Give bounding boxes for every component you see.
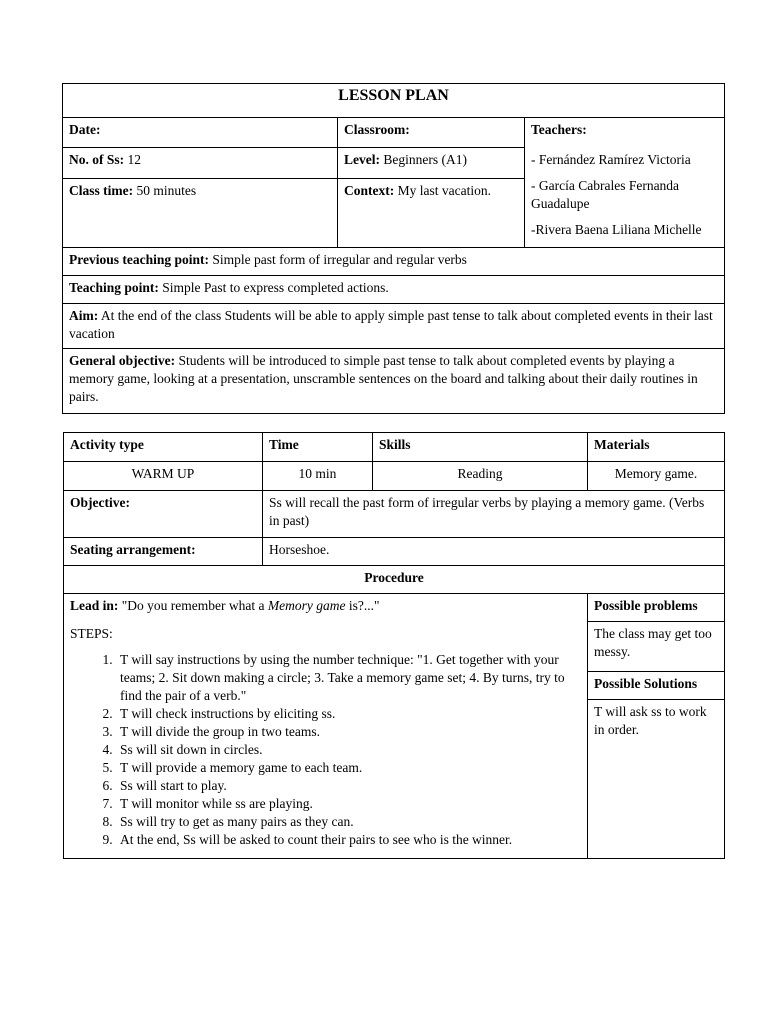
lead-in-italic: Memory game xyxy=(267,598,346,613)
teachers-label: Teachers: xyxy=(531,122,587,137)
objective-label-cell xyxy=(64,491,263,538)
page-title: LESSON PLAN xyxy=(63,84,725,118)
teacher-name: - García Cabrales Fernanda Guadalupe xyxy=(531,178,680,211)
possible-problems-header: Possible problems xyxy=(588,594,724,622)
teachers-cell xyxy=(525,118,725,248)
time-value: 10 min xyxy=(263,462,373,491)
prev-point-label: Previous teaching point: xyxy=(69,252,210,267)
num-ss-cell xyxy=(63,148,338,178)
teacher-name: - Fernández Ramírez Victoria xyxy=(531,152,691,167)
aim xyxy=(63,304,725,349)
procedure-heading: Procedure xyxy=(64,566,725,594)
lead-in-label: Lead in: xyxy=(70,598,119,613)
steps-column xyxy=(64,594,587,858)
teaching-point-label: Teaching point: xyxy=(69,280,159,295)
level-label: Level: xyxy=(344,152,380,168)
activity-type-value: WARM UP xyxy=(64,462,263,491)
list-item: 5. T will provide a memory game to each team. xyxy=(116,759,581,777)
procedure-content xyxy=(64,594,725,859)
prev-point-value: Simple past form of irregular and regular verbs xyxy=(212,252,467,267)
class-time-value: 50 minutes xyxy=(136,182,197,198)
date-label: Date: xyxy=(69,122,101,137)
classroom-label: Classroom: xyxy=(344,122,410,137)
list-item: 6. Ss will start to play. xyxy=(116,777,581,795)
possible-problems-value: The class may get too messy. xyxy=(588,622,724,672)
skills-header: Skills xyxy=(373,433,588,462)
possible-solutions-value: T will ask ss to work in order. xyxy=(594,704,707,737)
list-item: 2. T will check instructions by eliciting ss. xyxy=(116,705,581,723)
teaching-point xyxy=(63,276,725,304)
aim-value: At the end of the class Students will be able to apply simple past tense to talk about completed events in their last vacation xyxy=(69,308,713,341)
seating-label: Seating arrangement: xyxy=(70,542,196,557)
num-ss-label: No. of Ss: xyxy=(69,152,125,168)
problems-solutions-column xyxy=(587,594,724,858)
possible-solutions-header: Possible Solutions xyxy=(588,672,724,700)
date-cell xyxy=(63,118,338,148)
list-item: 9. At the end, Ss will be asked to count their pairs to see who is the winner. xyxy=(116,831,581,849)
teacher-name: -Rivera Baena Liliana Michelle xyxy=(531,222,702,237)
objective-label: Objective: xyxy=(70,495,130,510)
list-item: 3. T will divide the group in two teams. xyxy=(116,723,581,741)
time-header: Time xyxy=(263,433,373,462)
list-item: 4. Ss will sit down in circles. xyxy=(116,741,581,759)
activity-type-header: Activity type xyxy=(64,433,263,462)
level-value: Beginners (A1) xyxy=(383,152,467,168)
class-time-cell xyxy=(63,178,338,247)
num-ss-value: 12 xyxy=(127,152,142,168)
list-item: 7. T will monitor while ss are playing. xyxy=(116,795,581,813)
context-value: My last vacation. xyxy=(397,182,491,198)
class-time-label: Class time: xyxy=(69,182,134,198)
seating-label-cell xyxy=(64,538,263,566)
objective-value: Ss will recall the past form of irregular verbs by playing a memory game. (Verbs in past) xyxy=(263,491,725,538)
teaching-point-value: Simple Past to express completed actions. xyxy=(162,280,389,295)
general-objective-label: General objective: xyxy=(69,353,176,368)
steps-label: STEPS: xyxy=(70,626,113,641)
list-item: 1. T will say instructions by using the number technique: "1. Get together with your teams; 2. Sit down making a circle; 3. Take a memory game set; 4. By turns, try to find the pair of a verb." xyxy=(116,651,581,705)
general-objective-value: Students will be introduced to simple past tense to talk about completed events by playing a memory game, looking at a presentation, unscramble sentences on the board and talking about their daily routines in pairs. xyxy=(69,353,698,404)
lesson-plan-header-table xyxy=(62,83,725,414)
list-item: 8. Ss will try to get as many pairs as they can. xyxy=(116,813,581,831)
seating-value: Horseshoe. xyxy=(263,538,725,566)
skills-value: Reading xyxy=(373,462,588,491)
materials-value: Memory game. xyxy=(588,462,725,491)
previous-teaching-point xyxy=(63,248,725,276)
general-objective xyxy=(63,349,725,414)
classroom-cell xyxy=(338,118,525,148)
steps-list xyxy=(70,651,581,849)
lead-in: Lead in: "Do you remember what a Memory game is?..." xyxy=(70,598,380,613)
materials-header: Materials xyxy=(588,433,725,462)
level-cell xyxy=(338,148,525,178)
aim-label: Aim: xyxy=(69,308,99,323)
activity-table xyxy=(63,432,725,859)
context-cell xyxy=(338,178,525,247)
context-label: Context: xyxy=(344,182,395,198)
